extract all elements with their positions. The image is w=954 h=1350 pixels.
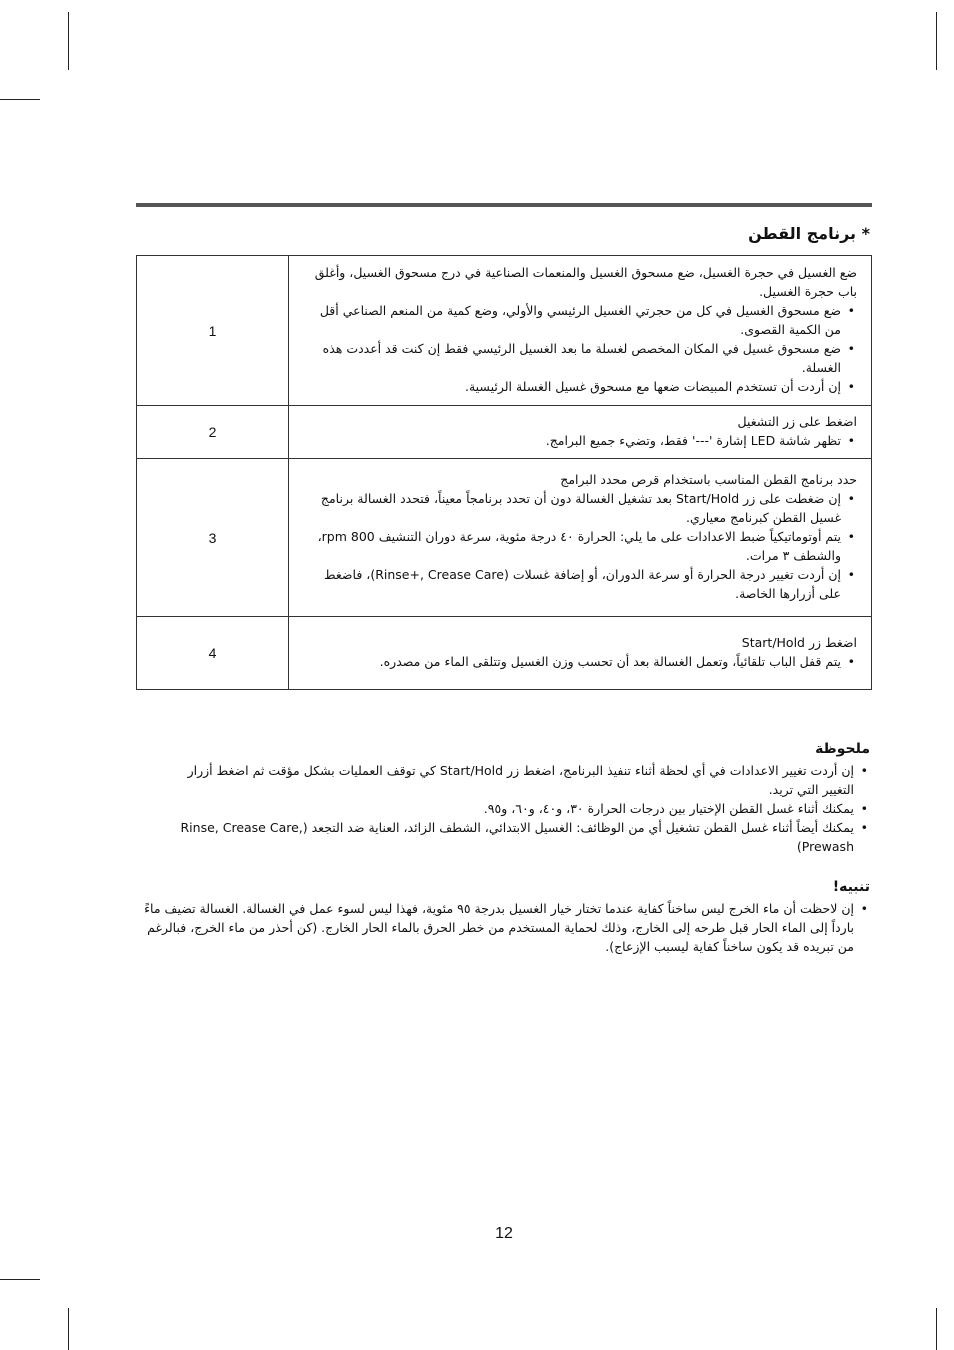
- note-title: ملحوظة: [815, 741, 870, 757]
- crop-mark-top-left: [68, 12, 69, 70]
- table-row: [137, 406, 872, 459]
- table-row: [137, 617, 872, 690]
- list-item: • إن لاحظت أن ماء الخرج ليس ساخناً كفاية عندما تختار خيار الغسيل بدرجة ٩٥ مئوية، فهذا ليس لسوء عمل في الغسالة. الغسالة تضيف ماءً بارداً إلى الماء الحار قبل طرحه إلى الخارج، وذلك لحماية المستخدم من خطر الحرق بالماء الحار الخارج. (كن أحذر من ماء الخرج، فبالرغم من تبريده قد يكون ساخناً كفاية ليسبب الإزعاج).: [130, 899, 854, 956]
- list-item: • ضع مسحوق الغسيل في كل من حجرتي الغسيل الرئيسي والأولي، وضع كمية من المنعم الصناعي أقل من الكمية القصوى.: [301, 301, 841, 339]
- step-number: 2: [137, 406, 289, 459]
- list-item: • إن أردت أن تستخدم المبيضات ضعها مع مسحوق غسيل الغسلة الرئيسية.: [301, 377, 841, 396]
- note-list: [154, 761, 870, 856]
- step-number: 3: [137, 459, 289, 617]
- crop-mark-bottom-left: [68, 1308, 69, 1350]
- step-bullets: [301, 489, 857, 603]
- step-text: [289, 406, 872, 459]
- list-item: • يتم قفل الباب تلقائياً، وتعمل الغسالة بعد أن تحسب وزن الغسيل وتتلقى الماء من مصدره.: [301, 652, 841, 671]
- step-number: 1: [137, 256, 289, 406]
- crop-mark-top-right: [936, 12, 937, 70]
- warning-list: [130, 899, 870, 956]
- step-bullets: [301, 431, 857, 450]
- step-number: 4: [137, 617, 289, 690]
- step-text: [289, 459, 872, 617]
- section-heading: * برنامج القطن: [748, 224, 870, 243]
- warning-title: تنبيه!: [832, 879, 870, 895]
- step-text: [289, 256, 872, 406]
- step-lead: ضع الغسيل في حجرة الغسيل، ضع مسحوق الغسيل والمنعمات الصناعية في درج مسحوق الغسيل، وأغلق باب حجرة الغسيل.: [314, 265, 857, 299]
- list-item: • إن أردت تغيير الاعدادات في أي لحظة أثناء تنفيذ البرنامج، اضغط زر Start/Hold كي توقف العمليات بشكل مؤقت ثم اضغط أزرار التغيير التي تريد.: [154, 761, 854, 799]
- step-bullets: [301, 301, 857, 396]
- crop-mark-left-lower: [0, 1279, 40, 1280]
- step-bullets: [301, 652, 857, 671]
- list-item: • إن ضغطت على زر Start/Hold بعد تشغيل الغسالة دون أن تحدد برنامجاً معيناً، فتحدد الغسالة برنامج غسيل القطن كبرنامج معياري.: [301, 489, 841, 527]
- list-item: • يمكنك أثناء غسل القطن الإختيار بين درجات الحرارة ٣٠، و٤٠، و٦٠، و٩٥.: [154, 799, 854, 818]
- step-lead: حدد برنامج القطن المناسب باستخدام قرص محدد البرامج: [560, 472, 857, 487]
- warning-section: [130, 878, 870, 956]
- list-item: • إن أردت تغيير درجة الحرارة أو سرعة الدوران، أو إضافة غسلات (Rinse+, Crease Care)، فاضغط على أزرارها الخاصة.: [301, 565, 841, 603]
- table-row: [137, 256, 872, 406]
- note-section: [154, 740, 870, 856]
- steps-table: [136, 255, 872, 690]
- list-item: • ضع مسحوق غسيل في المكان المخصص لغسلة ما بعد الغسيل الرئيسي فقط إن كنت قد أعددت هذه الغسلة.: [301, 339, 841, 377]
- header-rule: [136, 203, 872, 207]
- step-lead: اضغط زر Start/Hold: [741, 635, 857, 650]
- step-text: [289, 617, 872, 690]
- list-item: • يمكنك أيضاً أثناء غسل القطن تشغيل أي من الوظائف: الغسيل الابتدائي، الشطف الزائد، العناية ضد التجعد (Rinse, Crease Care, Prewash): [154, 818, 854, 856]
- crop-mark-bottom-right: [936, 1308, 937, 1350]
- list-item: • يتم أوتوماتيكياً ضبط الاعدادات على ما يلي: الحرارة ٤٠ درجة مئوية، سرعة دوران التنشيف 800 rpm، والشطف ٣ مرات.: [301, 527, 841, 565]
- crop-mark-left-upper: [0, 99, 40, 100]
- table-row: [137, 459, 872, 617]
- page-number: 12: [495, 1225, 513, 1242]
- list-item: • تظهر شاشة LED إشارة '---' فقط، وتضيء جميع البرامج.: [301, 431, 841, 450]
- step-lead: اضغط على زر التشغيل: [737, 414, 857, 429]
